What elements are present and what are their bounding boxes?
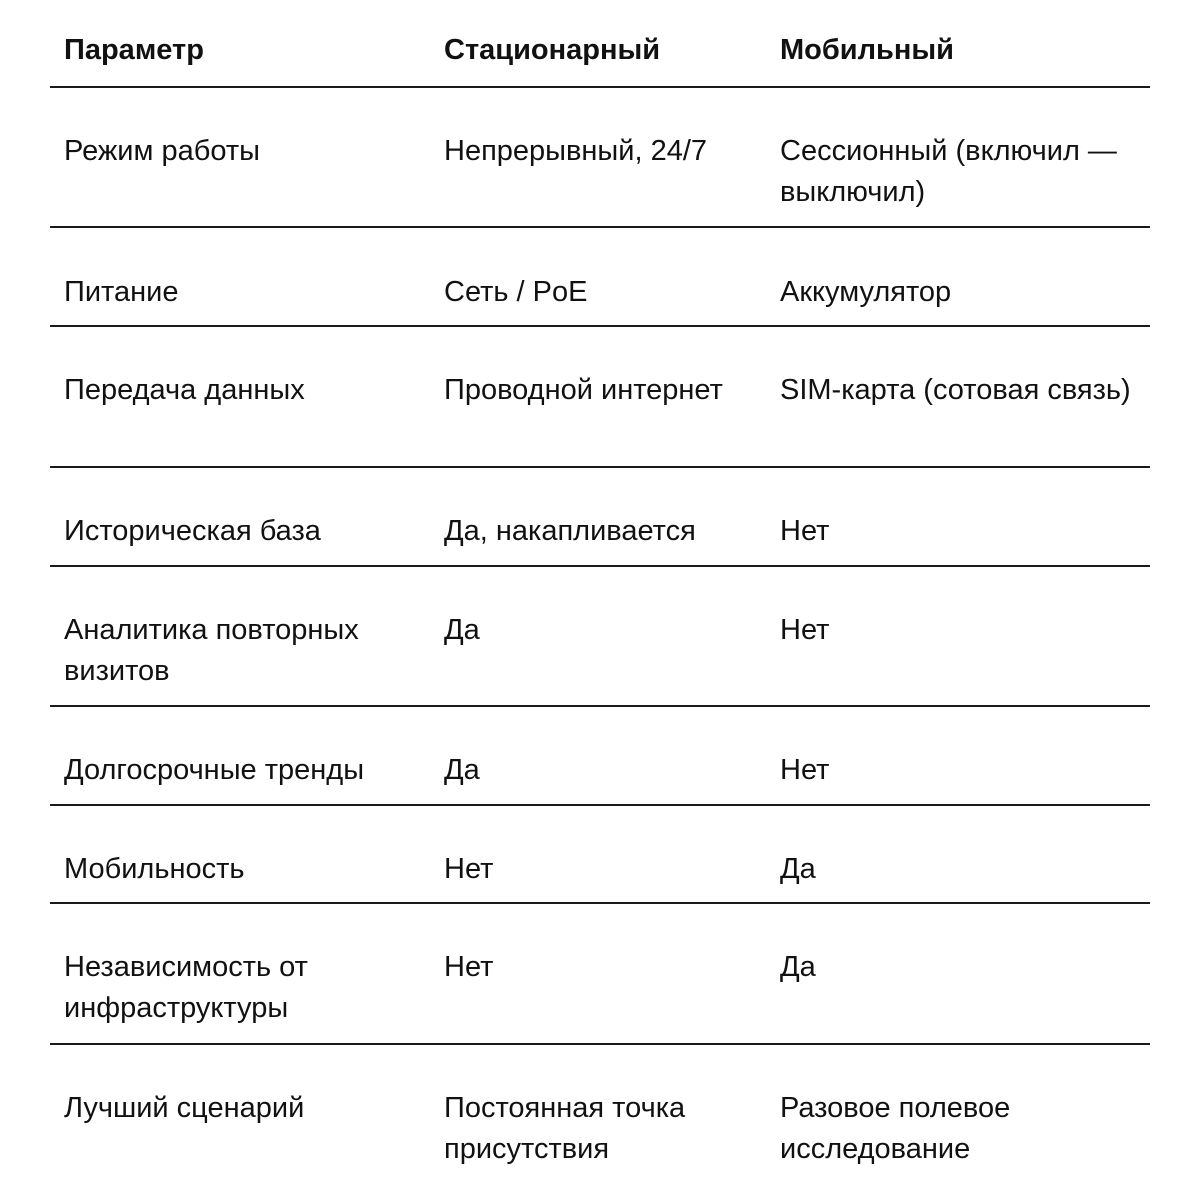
row-mobile-cell: Нет [780, 515, 830, 547]
row-mobile-cell: Да [780, 951, 816, 983]
row-parameter-cell: Долгосрочные тренды [64, 754, 365, 786]
table-row [50, 468, 1150, 567]
table-row [50, 567, 1150, 707]
row-stationary-cell: Непрерывный, 24/7 [444, 135, 708, 167]
row-parameter-cell: Передача данных [64, 374, 305, 406]
row-mobile-cell: Нет [780, 754, 830, 786]
row-stationary-cell: Сеть / PoE [444, 276, 588, 308]
table-row [50, 88, 1150, 228]
row-stationary-cell: Да [444, 754, 480, 786]
row-parameter-cell: Историческая база [64, 515, 321, 547]
header-cell-stationary: Стационарный [444, 34, 661, 66]
row-mobile-cell: Сессионный (включил — выключил) [780, 135, 1117, 208]
row-parameter-cell: Лучший сценарий [64, 1092, 305, 1124]
row-mobile-cell: Аккумулятор [780, 276, 952, 308]
table-header-row [50, 0, 1150, 88]
row-mobile-cell: Да [780, 853, 816, 885]
row-stationary-cell: Нет [444, 951, 494, 983]
row-stationary-cell: Да, накапливается [444, 515, 696, 547]
row-parameter-cell: Режим работы [64, 135, 260, 167]
row-mobile-cell: Разовое полевое исследование [780, 1092, 1011, 1165]
row-parameter-cell: Аналитика повторных визитов [64, 614, 359, 687]
row-mobile-cell: SIM-карта (сотовая связь) [780, 374, 1131, 406]
comparison-table [50, 0, 1150, 1195]
table-row [50, 707, 1150, 806]
table-row [50, 806, 1150, 904]
table-row [50, 1045, 1150, 1195]
table-row [50, 228, 1150, 327]
row-parameter-cell: Питание [64, 276, 179, 308]
table-row [50, 327, 1150, 468]
row-mobile-cell: Нет [780, 614, 830, 646]
header-cell-mobile: Мобильный [780, 34, 954, 66]
row-stationary-cell: Проводной интернет [444, 374, 723, 406]
row-stationary-cell: Нет [444, 853, 494, 885]
row-parameter-cell: Независимость от инфраструктуры [64, 951, 308, 1024]
table-row [50, 904, 1150, 1045]
row-parameter-cell: Мобильность [64, 853, 245, 885]
row-stationary-cell: Да [444, 614, 480, 646]
row-stationary-cell: Постоянная точка присутствия [444, 1092, 686, 1165]
header-cell-parameter: Параметр [64, 34, 204, 66]
